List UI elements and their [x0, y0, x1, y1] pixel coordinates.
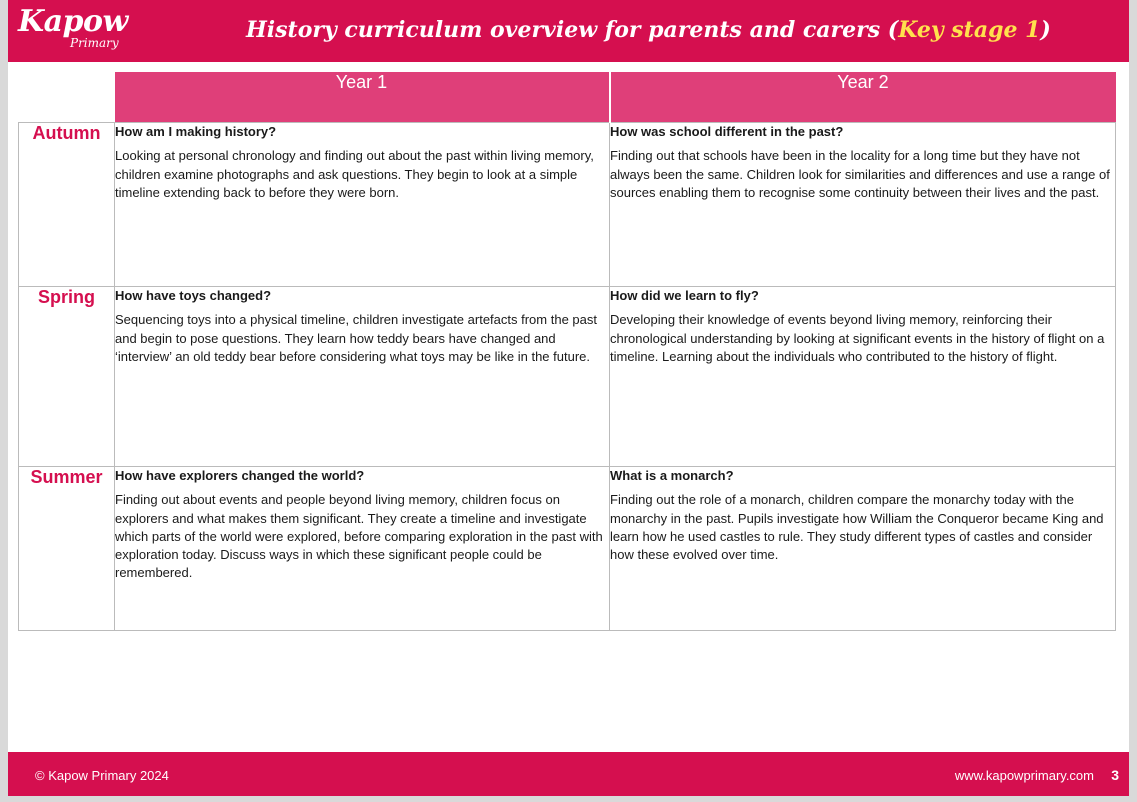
- title-key-stage: Key stage 1: [898, 17, 1041, 43]
- unit-cell: [610, 123, 1116, 287]
- logo-wordmark: Kapow: [18, 4, 128, 39]
- unit-description: Finding out that schools have been in the locality for a long time but they have not always been the same. Children look for similarities and differences and use a range of sources enabling them to recognise some continuity between their lives and the past.: [610, 148, 1110, 200]
- curriculum-table: [18, 72, 1116, 631]
- title-main: History curriculum overview for parents and carers (: [246, 17, 899, 43]
- footer-website-link[interactable]: www.kapowprimary.com: [954, 768, 1094, 783]
- unit-question: How was school different in the past?: [610, 124, 844, 139]
- page-title: [246, 15, 1051, 45]
- unit-question: How have explorers changed the world?: [115, 468, 365, 483]
- table-row-autumn: [19, 123, 1116, 287]
- column-header-year-1: Year 1: [115, 72, 610, 123]
- table-row-spring: [19, 287, 1116, 467]
- corner-cell: [19, 72, 115, 123]
- unit-cell: [115, 467, 610, 631]
- header-banner: [8, 0, 1129, 62]
- footer-banner: [8, 752, 1129, 796]
- unit-cell: [610, 287, 1116, 467]
- unit-description: Finding out about events and people beyond living memory, children focus on explorers and what makes them significant. They create a timeline and investigate which parts of the world were explored, before comparing exploration in the past with exploration today. Discuss ways in which these significant people could be remembered.: [115, 492, 603, 581]
- footer-copyright: © Kapow Primary 2024: [35, 768, 169, 783]
- unit-cell: [115, 123, 610, 287]
- page-number: 3: [1111, 767, 1119, 783]
- document-page: [8, 0, 1129, 796]
- term-label-summer: Summer: [19, 467, 115, 631]
- unit-question: How did we learn to fly?: [610, 288, 759, 303]
- logo-subtitle: Primary: [70, 36, 119, 50]
- term-label-autumn: Autumn: [19, 123, 115, 287]
- unit-cell: [610, 467, 1116, 631]
- header-row: [19, 72, 1116, 123]
- unit-question: How have toys changed?: [115, 288, 272, 303]
- unit-description: Looking at personal chronology and finding out about the past within living memory, children examine photographs and ask questions. They begin to look at a simple timeline extending back to before they were born.: [115, 148, 594, 200]
- unit-description: Finding out the role of a monarch, children compare the monarchy today with the monarchy in the past. Pupils investigate how William the Conqueror became King and learn how he used castles to rule. They study different types of castles and consider how these evolved over time.: [610, 492, 1104, 563]
- column-header-year-2: Year 2: [610, 72, 1116, 123]
- unit-description: Developing their knowledge of events beyond living memory, reinforcing their chronological understanding by looking at significant events in the history of flight on a timeline. Learning about the individuals who contributed to the history of flight.: [610, 312, 1105, 364]
- title-end: ): [1040, 17, 1051, 43]
- kapow-logo: [18, 4, 128, 50]
- term-label-spring: Spring: [19, 287, 115, 467]
- unit-question: What is a monarch?: [610, 468, 734, 483]
- unit-cell: [115, 287, 610, 467]
- unit-description: Sequencing toys into a physical timeline, children investigate artefacts from the past and begin to pose questions. They learn how teddy bears have changed and ‘interview’ an old teddy bear before considering what toys may be like in the future.: [115, 312, 597, 364]
- table-row-summer: [19, 467, 1116, 631]
- unit-question: How am I making history?: [115, 124, 277, 139]
